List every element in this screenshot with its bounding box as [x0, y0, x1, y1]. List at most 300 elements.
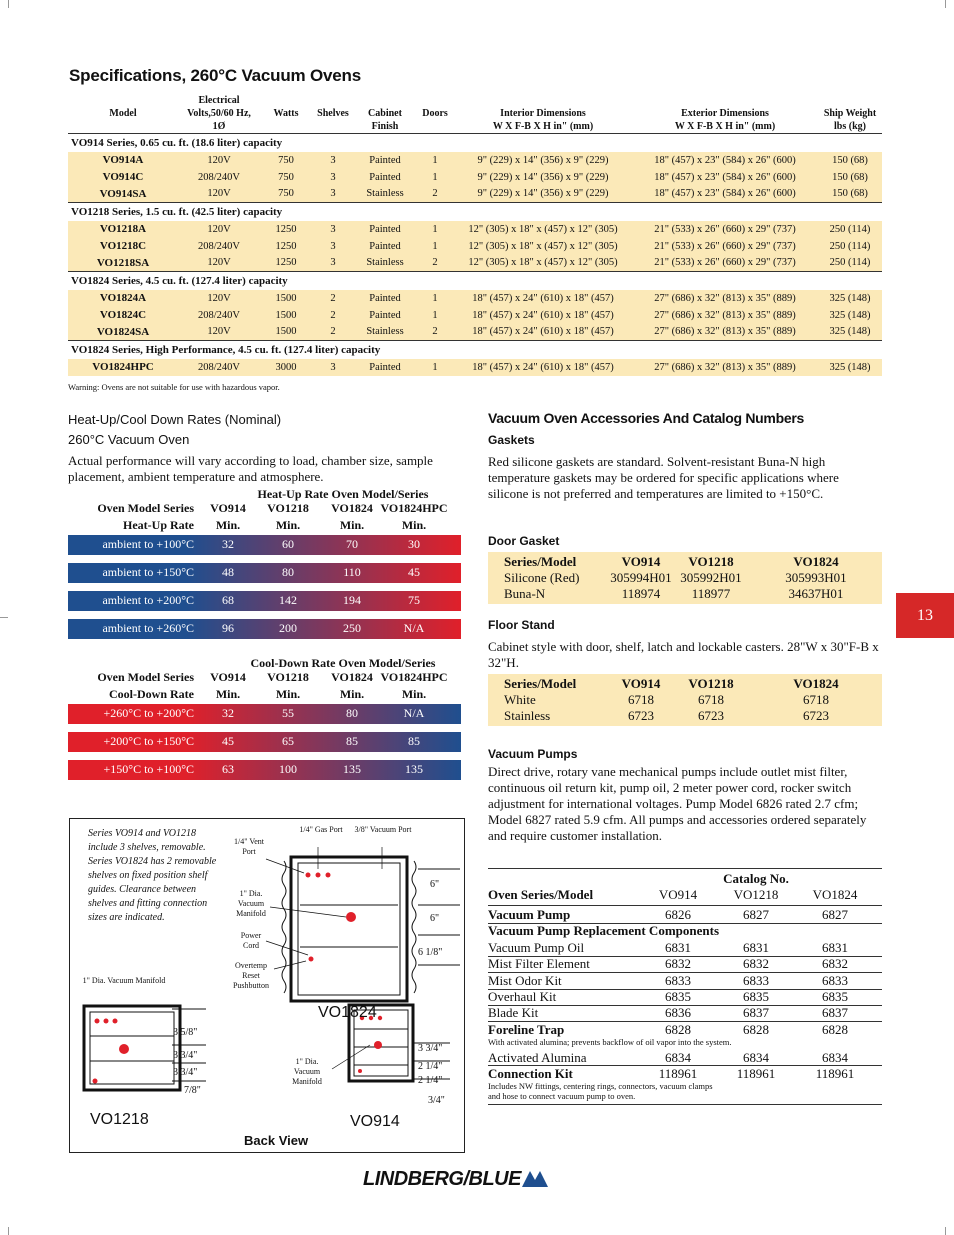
spec-cell: 27" (686) x 32" (813) x 35" (889) — [632, 324, 818, 341]
series-label: Oven Model Series — [97, 501, 194, 515]
table-cell: 6718 — [803, 692, 829, 707]
catalog-cell: VO1218 — [733, 887, 779, 902]
catalog-cell: Overhaul Kit — [488, 988, 557, 1004]
catalog-cell: 6832 — [665, 956, 691, 972]
spec-cell: 1500 — [260, 307, 312, 324]
rate-value: 85 — [408, 734, 420, 748]
catalog-cell: 6835 — [665, 988, 691, 1004]
spec-cell: Stainless — [354, 255, 416, 272]
table-cell: 6718 — [628, 692, 654, 707]
table-cell: 6723 — [803, 708, 829, 723]
dim-1218-1: 3 3/4" — [173, 1050, 198, 1061]
table-cell: 118977 — [691, 586, 731, 601]
rate-value: 250 — [343, 621, 361, 635]
page-number-tab: 13 — [896, 593, 954, 638]
rate-value: 70 — [346, 537, 358, 551]
spec-row — [68, 238, 882, 255]
spec-cell: 750 — [260, 186, 312, 203]
spec-cell: Painted — [354, 359, 416, 376]
series-label: Oven Model Series — [97, 670, 194, 684]
catalog-cell: 6833 — [665, 972, 691, 988]
spec-cell: 3 — [312, 152, 354, 169]
model-label-vo914: VO914 — [350, 1113, 400, 1130]
rate-value: 200 — [279, 621, 297, 635]
spec-cell: VO1218A — [68, 221, 178, 238]
spec-title: Specifications, 260°C Vacuum Ovens — [69, 66, 361, 85]
vac-manifold-914-label: 1" Dia. Vacuum Manifold — [292, 1057, 322, 1086]
spec-cell: 18" (457) x 23" (584) x 26" (600) — [632, 169, 818, 186]
rate-row — [68, 591, 461, 611]
power-cord-label: Power Cord — [240, 931, 262, 950]
rate-label: Cool-Down Rate — [109, 687, 194, 701]
spec-cell: 150 (68) — [818, 186, 882, 203]
spec-cell: 1250 — [260, 255, 312, 272]
catalog-cell: Vacuum Pump — [488, 907, 571, 922]
spec-cell: 9" (229) x 14" (356) x 9" (229) — [454, 169, 632, 186]
spec-cell: VO1218SA — [68, 255, 178, 272]
spec-cell: 208/240V — [178, 307, 260, 324]
rate-value: 55 — [282, 706, 294, 720]
spec-cell: 12" (305) x 18" x (457) x 12" (305) — [454, 255, 632, 272]
spec-cell: 250 (114) — [818, 238, 882, 255]
spec-cell: 325 (148) — [818, 359, 882, 376]
crop-mark — [945, 1227, 946, 1235]
spec-cell: 3000 — [260, 359, 312, 376]
spec-cell: 2 — [312, 324, 354, 341]
connection-note: and hose to connect vacuum pump to oven. — [488, 1091, 636, 1101]
spec-row — [68, 359, 882, 376]
spec-cell: 27" (686) x 32" (813) x 35" (889) — [632, 359, 818, 376]
crop-mark — [8, 0, 9, 8]
spec-group-title: VO1824 Series, 4.5 cu. ft. (127.4 liter) capacity — [68, 272, 882, 290]
spec-row — [68, 221, 882, 238]
spec-cell: 250 (114) — [818, 221, 882, 238]
gaskets-heading: Gaskets — [488, 433, 535, 447]
rate-value: 100 — [279, 762, 297, 776]
model-label-vo1824: VO1824 — [318, 1004, 377, 1021]
catalog-cell: 6837 — [822, 1005, 848, 1021]
unit-col-header: Min. — [401, 687, 427, 701]
col-shelves: Shelves — [312, 94, 354, 134]
model-label-vo1218: VO1218 — [90, 1111, 149, 1128]
spec-cell: 27" (686) x 32" (813) x 35" (889) — [632, 290, 818, 307]
spec-cell: 120V — [178, 290, 260, 307]
rate-value: N/A — [403, 706, 425, 720]
spec-cell: 208/240V — [178, 169, 260, 186]
catalog-cell: 6828 — [665, 1022, 691, 1037]
rate-row-label: +260°C to +200°C — [103, 706, 194, 720]
rates-heading: Heat-Up/Cool Down Rates (Nominal) 260°C Vacuum Oven — [68, 412, 282, 447]
spec-cell: 3 — [312, 221, 354, 238]
table-cell: 305992H01 — [680, 570, 742, 585]
spec-cell: 325 (148) — [818, 324, 882, 341]
connection-note: Includes NW fittings, centering rings, connectors, vacuum clamps — [488, 1081, 713, 1091]
rate-row-label: ambient to +200°C — [102, 593, 194, 607]
dim-1218-2: 3 3/4" — [173, 1067, 198, 1078]
spec-cell: VO1824A — [68, 290, 178, 307]
overtemp-label: Overtemp Reset Pushbutton — [232, 961, 269, 990]
col-exterior: Exterior Dimensions W X F-B X H in" (mm) — [632, 94, 818, 134]
floor-stand-heading: Floor Stand — [488, 618, 555, 632]
vac-port-label: 3/8" Vacuum Port — [354, 825, 412, 834]
catalog-cell: 6827 — [743, 907, 769, 922]
col-electrical: Electrical Volts,50/60 Hz, 1Ø — [178, 94, 260, 134]
catalog-cell: Connection Kit — [488, 1066, 573, 1081]
spec-cell: 1 — [416, 169, 454, 186]
spec-cell: 208/240V — [178, 359, 260, 376]
spec-cell: VO1824C — [68, 307, 178, 324]
catalog-cell: 6832 — [822, 956, 848, 972]
spec-cell: 325 (148) — [818, 307, 882, 324]
crop-mark — [945, 0, 946, 8]
rates-intro: Actual performance will vary according to load, chamber size, sample placement, ambient temperature and atmosphere. — [68, 453, 433, 484]
diagram-note: Series VO914 and VO1218 include 3 shelves, removable. Series VO1824 has 2 removable shelves on fixed position shelf guides. Clearance between shelves and fitting connection sizes are indicated. — [88, 828, 217, 923]
spec-cell: 18" (457) x 24" (610) x 18" (457) — [454, 307, 632, 324]
rate-value: 80 — [346, 706, 358, 720]
catalog-cell: 6836 — [665, 1005, 691, 1021]
spec-table — [68, 94, 882, 376]
rate-value: 30 — [408, 537, 420, 551]
rate-value: N/A — [403, 621, 425, 635]
model-col-header: VO1824HPC — [380, 501, 448, 515]
rate-value: 75 — [408, 593, 420, 607]
unit-col-header: Min. — [215, 518, 241, 532]
catalog-cell: Mist Odor Kit — [488, 972, 562, 988]
rate-value: 96 — [222, 621, 234, 635]
table-cell: White — [504, 692, 536, 707]
model-col-header: VO1824 — [331, 670, 373, 684]
catalog-cell: 6831 — [743, 940, 769, 955]
dim-914-3: 3/4" — [428, 1095, 445, 1106]
diagram-drawing — [70, 819, 466, 1154]
col-watts: Watts — [260, 94, 312, 134]
spec-cell: 150 (68) — [818, 152, 882, 169]
spec-cell: 12" (305) x 18" x (457) x 12" (305) — [454, 221, 632, 238]
unit-col-header: Min. — [339, 518, 365, 532]
spec-cell: 1 — [416, 290, 454, 307]
model-col-header: VO1824 — [331, 501, 373, 515]
spec-cell: Painted — [354, 307, 416, 324]
col-ship: Ship Weight lbs (kg) — [818, 94, 882, 134]
table-header-row — [496, 554, 874, 570]
table-cell: VO1218 — [688, 554, 734, 569]
rate-label: Heat-Up Rate — [123, 518, 194, 532]
spec-cell: VO914A — [68, 152, 178, 169]
catalog-cell: Blade Kit — [488, 1005, 539, 1021]
rate-super-header: Heat-Up Rate Oven Model/Series — [257, 487, 429, 501]
back-view-diagram — [69, 818, 465, 1153]
lindberg-blue-logo: LINDBERG/BLUE — [363, 1168, 548, 1191]
catalog-cell: 6837 — [743, 1005, 769, 1021]
rate-value: 85 — [346, 734, 358, 748]
spec-cell: VO1218C — [68, 238, 178, 255]
door-gasket-heading: Door Gasket — [488, 534, 560, 548]
table-rule — [488, 905, 882, 906]
unit-col-header: Min. — [275, 687, 301, 701]
model-col-header: VO914 — [210, 670, 246, 684]
rate-value: 110 — [343, 565, 361, 579]
rate-row — [68, 760, 461, 780]
vacuum-pumps-heading: Vacuum Pumps — [488, 747, 578, 761]
table-cell: VO1218 — [688, 676, 734, 691]
spec-cell: 3 — [312, 255, 354, 272]
rate-row-label: ambient to +260°C — [102, 621, 194, 635]
rate-value: 32 — [222, 706, 234, 720]
crop-mark — [0, 617, 8, 618]
rate-value: 45 — [408, 565, 420, 579]
rate-value: 142 — [279, 593, 297, 607]
spec-cell: 120V — [178, 221, 260, 238]
spec-cell: 21" (533) x 26" (660) x 29" (737) — [632, 255, 818, 272]
table-cell: 305993H01 — [785, 570, 847, 585]
table-cell: 34637H01 — [788, 586, 844, 601]
spec-group-title: VO1824 Series, High Performance, 4.5 cu. ft. (127.4 liter) capacity — [68, 341, 882, 359]
spec-cell: 1250 — [260, 221, 312, 238]
table-cell: Stainless — [504, 708, 551, 723]
catalog-cell: 6831 — [822, 940, 848, 955]
rate-row-label: ambient to +100°C — [102, 537, 194, 551]
spec-cell: 21" (533) x 26" (660) x 29" (737) — [632, 221, 818, 238]
spec-cell: VO914SA — [68, 186, 178, 203]
spec-row — [68, 324, 882, 341]
table-cell: 6718 — [698, 692, 724, 707]
vac-manifold-label: 1" Dia. Vacuum Manifold — [236, 889, 266, 918]
spec-cell: Painted — [354, 238, 416, 255]
spec-cell: 27" (686) x 32" (813) x 35" (889) — [632, 307, 818, 324]
catalog-cell: Vacuum Pump Replacement Components — [488, 923, 719, 938]
rate-row-label: +200°C to +150°C — [103, 734, 194, 748]
catalog-cell: Catalog No. — [723, 871, 789, 886]
table-rule — [488, 868, 882, 869]
spec-cell: VO1824SA — [68, 324, 178, 341]
catalog-cell: Oven Series/Model — [488, 887, 594, 902]
rate-value: 63 — [222, 762, 234, 776]
unit-col-header: Min. — [339, 687, 365, 701]
rate-row-label: ambient to +150°C — [102, 565, 194, 579]
spec-cell: 2 — [416, 324, 454, 341]
spec-cell: 3 — [312, 238, 354, 255]
catalog-cell: 6835 — [743, 988, 769, 1004]
catalog-cell: 6834 — [665, 1050, 691, 1065]
spec-cell: 1 — [416, 152, 454, 169]
rate-row — [68, 563, 461, 583]
col-model: Model — [68, 94, 178, 134]
logo-mark-icon — [522, 1169, 548, 1187]
spec-cell: 18" (457) x 23" (584) x 26" (600) — [632, 186, 818, 203]
spec-cell: 3 — [312, 359, 354, 376]
dim-1218-0: 3 5/8" — [173, 1027, 198, 1038]
model-col-header: VO914 — [210, 501, 246, 515]
spec-cell: 208/240V — [178, 238, 260, 255]
dim-1824-2: 6 1/8" — [418, 947, 443, 958]
catalog-cell: 6828 — [822, 1022, 848, 1037]
table-rule — [488, 1104, 882, 1105]
rate-value: 65 — [282, 734, 294, 748]
table-cell: 6723 — [698, 708, 724, 723]
spec-cell: 3 — [312, 169, 354, 186]
rate-row — [68, 535, 461, 555]
spec-cell: 21" (533) x 26" (660) x 29" (737) — [632, 238, 818, 255]
warning-text: Warning: Ovens are not suitable for use with hazardous vapor. — [68, 382, 280, 392]
spec-cell: Painted — [354, 290, 416, 307]
foreline-note: With activated alumina; prevents backflow of oil vapor into the system. — [488, 1037, 732, 1047]
table-row — [496, 708, 874, 724]
accessories-title: Vacuum Oven Accessories And Catalog Numbers — [488, 410, 804, 426]
spec-cell: Painted — [354, 221, 416, 238]
door-gasket-table — [488, 552, 882, 604]
spec-cell: Painted — [354, 169, 416, 186]
spec-cell: VO914C — [68, 169, 178, 186]
rate-value: 68 — [222, 593, 234, 607]
table-cell: Series/Model — [504, 676, 577, 691]
dim-1824-0: 6" — [430, 879, 440, 890]
col-cabinet: Cabinet Finish — [354, 94, 416, 134]
catalog-cell: 118961 — [736, 1066, 776, 1081]
col-interior: Interior Dimensions W X F-B X H in" (mm) — [454, 94, 632, 134]
spec-row — [68, 152, 882, 169]
spec-cell: Stainless — [354, 186, 416, 203]
table-row — [496, 586, 874, 602]
table-cell: 6723 — [628, 708, 654, 723]
gas-port-label: 1/4" Gas Port — [299, 825, 343, 834]
vacuum-pumps-text: Direct drive, rotary vane mechanical pumps include outlet mist filter, continuous oil return kit, pump oil, 2 meter power cord, rocker switch adjustment for international voltages. Pump Model 6826 rated 2.7 cfm; Model 6827 rated 5.9 cfm. All pumps and accessories ordered separately and require customer installation. — [488, 764, 867, 843]
vac-manifold-1218-label: 1" Dia. Vacuum Manifold — [82, 976, 166, 985]
spec-cell: 150 (68) — [818, 169, 882, 186]
spec-cell: 120V — [178, 324, 260, 341]
spec-cell: 1 — [416, 238, 454, 255]
table-cell: 305994H01 — [610, 570, 672, 585]
spec-cell: 750 — [260, 152, 312, 169]
spec-header-row — [68, 94, 882, 134]
table-cell: 118974 — [621, 586, 661, 601]
spec-cell: 1500 — [260, 324, 312, 341]
catalog-cell: 6833 — [743, 972, 769, 988]
catalog-cell: Vacuum Pump Oil — [488, 940, 585, 955]
spec-row — [68, 169, 882, 186]
table-cell: Silicone (Red) — [504, 570, 580, 585]
spec-row — [68, 290, 882, 307]
spec-row — [68, 186, 882, 203]
gaskets-text: Red silicone gaskets are standard. Solvent-resistant Buna-N high temperature gaskets may be ordered for specific applications where silicone is not preferred and temperatures are limited to +150°C. — [488, 454, 839, 501]
dim-914-2: 2 1/4" — [418, 1075, 443, 1086]
spec-group-title: VO1218 Series, 1.5 cu. ft. (42.5 liter) capacity — [68, 203, 882, 221]
rate-value: 135 — [343, 762, 361, 776]
table-cell: VO1824 — [793, 676, 839, 691]
vent-port-label: 1/4" Vent Port — [234, 837, 265, 856]
rate-value: 45 — [222, 734, 234, 748]
table-header-row — [496, 676, 874, 692]
spec-cell: 9" (229) x 14" (356) x 9" (229) — [454, 186, 632, 203]
spec-cell: Painted — [354, 152, 416, 169]
spec-cell: 750 — [260, 169, 312, 186]
unit-col-header: Min. — [275, 518, 301, 532]
spec-group-title: VO914 Series, 0.65 cu. ft. (18.6 liter) capacity — [68, 134, 882, 152]
spec-cell: 2 — [312, 307, 354, 324]
spec-row — [68, 307, 882, 324]
catalog-cell: 118961 — [658, 1066, 698, 1081]
table-cell: Buna-N — [504, 586, 546, 601]
rate-row — [68, 704, 461, 724]
table-cell: VO914 — [621, 554, 661, 569]
dim-1218-3: 7/8" — [184, 1085, 201, 1096]
spec-cell: 1 — [416, 221, 454, 238]
model-col-header: VO1824HPC — [380, 670, 448, 684]
spec-cell: 120V — [178, 255, 260, 272]
model-col-header: VO1218 — [267, 501, 309, 515]
spec-cell: 1 — [416, 307, 454, 324]
table-cell: VO1824 — [793, 554, 839, 569]
spec-cell: 1250 — [260, 238, 312, 255]
catalog-cell: 6834 — [822, 1050, 848, 1065]
rate-row — [68, 732, 461, 752]
catalog-cell: 6835 — [822, 988, 848, 1004]
model-col-header: VO1218 — [267, 670, 309, 684]
catalog-cell: 6828 — [743, 1022, 769, 1037]
catalog-cell: Activated Alumina — [488, 1050, 587, 1065]
table-cell: Series/Model — [504, 554, 577, 569]
spec-cell: 18" (457) x 24" (610) x 18" (457) — [454, 359, 632, 376]
rate-value: 194 — [343, 593, 361, 607]
crop-mark — [8, 1227, 9, 1235]
unit-col-header: Min. — [401, 518, 427, 532]
rate-row — [68, 619, 461, 639]
spec-cell: VO1824HPC — [68, 359, 178, 376]
spec-cell: 18" (457) x 23" (584) x 26" (600) — [632, 152, 818, 169]
table-row — [496, 570, 874, 586]
spec-cell: 1500 — [260, 290, 312, 307]
catalog-cell: 6827 — [822, 907, 848, 922]
spec-cell: 3 — [312, 186, 354, 203]
spec-cell: 120V — [178, 186, 260, 203]
spec-cell: 2 — [312, 290, 354, 307]
spec-cell: 120V — [178, 152, 260, 169]
dim-914-1: 2 1/4" — [418, 1061, 443, 1072]
floor-stand-table — [488, 674, 882, 726]
catalog-cell: Foreline Trap — [488, 1022, 565, 1037]
rate-value: 80 — [282, 565, 294, 579]
catalog-cell: Mist Filter Element — [488, 956, 590, 972]
rate-super-header: Cool-Down Rate Oven Model/Series — [250, 656, 436, 670]
spec-cell: 1 — [416, 359, 454, 376]
rate-row-label: +150°C to +100°C — [103, 762, 194, 776]
spec-cell: 2 — [416, 186, 454, 203]
spec-cell: 325 (148) — [818, 290, 882, 307]
catalog-cell: 6834 — [743, 1050, 769, 1065]
rate-value: 60 — [282, 537, 294, 551]
floor-stand-text: Cabinet style with door, shelf, latch and lockable casters. 28"W x 30"F-B x 32"H. — [488, 639, 879, 670]
rate-value: 48 — [222, 565, 234, 579]
table-cell: VO914 — [621, 676, 661, 691]
catalog-cell: 6832 — [743, 956, 769, 972]
spec-cell: 18" (457) x 24" (610) x 18" (457) — [454, 324, 632, 341]
catalog-cell: VO914 — [658, 887, 698, 902]
catalog-cell: 6833 — [822, 972, 848, 988]
spec-cell: 9" (229) x 14" (356) x 9" (229) — [454, 152, 632, 169]
spec-row — [68, 255, 882, 272]
table-row — [496, 692, 874, 708]
diagram-caption: Back View — [244, 1133, 309, 1148]
dim-914-0: 3 3/4" — [418, 1043, 443, 1054]
catalog-cell: VO1824 — [812, 887, 858, 902]
spec-cell: Stainless — [354, 324, 416, 341]
spec-cell: 250 (114) — [818, 255, 882, 272]
spec-cell: 2 — [416, 255, 454, 272]
rate-value: 135 — [405, 762, 423, 776]
col-doors: Doors — [416, 94, 454, 134]
unit-col-header: Min. — [215, 687, 241, 701]
spec-cell: 12" (305) x 18" x (457) x 12" (305) — [454, 238, 632, 255]
catalog-cell: 118961 — [815, 1066, 855, 1081]
